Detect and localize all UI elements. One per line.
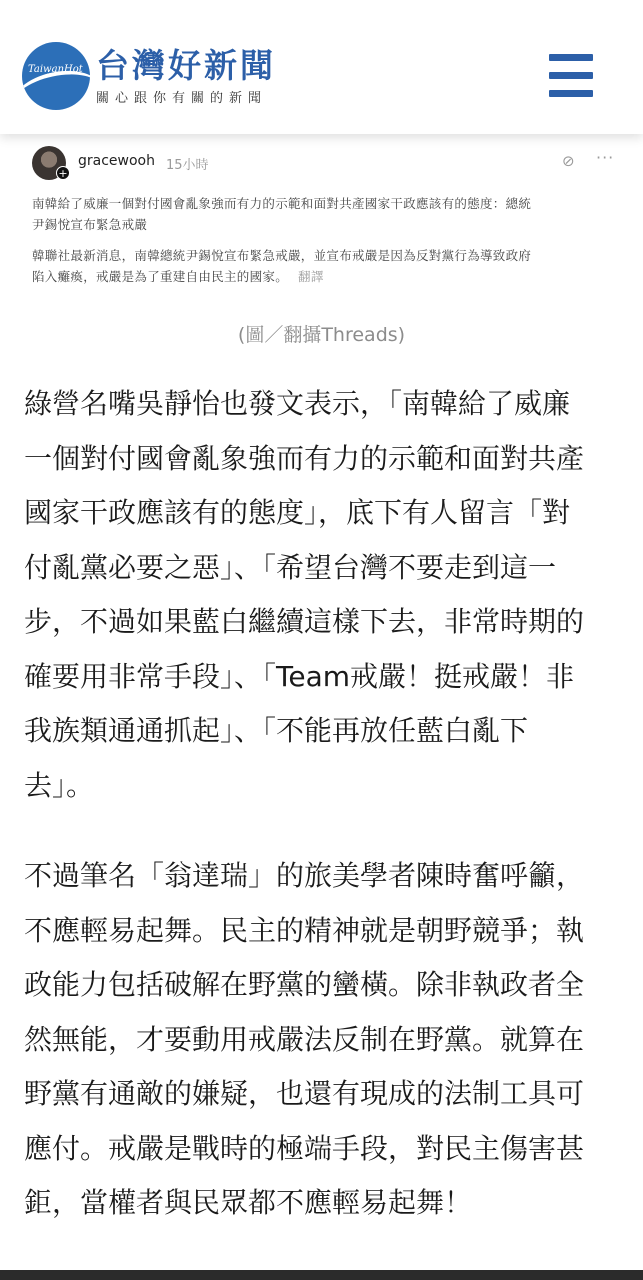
more-icon: ··· (596, 148, 615, 167)
text-line: 去」。 (24, 768, 95, 802)
text-line: 步，不過如果藍白繼續這樣下去，非常時期的 (24, 605, 585, 638)
text-line: 綠營名嘴吳靜怡也發文表示，「南韓給了威廉 (24, 387, 571, 420)
text-line: 不過筆名「翁達瑞」的旅美學者陳時奮呼籲， (24, 859, 585, 892)
article-paragraph-2 (24, 849, 624, 1231)
text-line: 野黨有通敵的嫌疑，也還有現成的法制工具可 (24, 1077, 585, 1110)
text-line: 一個對付國會亂象強而有力的示範和面對共產 (24, 441, 585, 475)
site-title: 台灣好新聞 (96, 45, 276, 85)
threads-screenshot-image (22, 140, 622, 290)
threads-time: 15小時 (166, 158, 209, 173)
logo-small-text: TaiwanHot (28, 64, 83, 75)
text-line: 我族類通通抓起」、「不能再放任藍白亂下 (24, 714, 529, 747)
site-header (0, 0, 643, 134)
threads-text-line: 尹錫悅宣布緊急戒嚴 (32, 217, 148, 232)
text-line: 付亂黨必要之惡」、「希望台灣不要走到這一 (24, 550, 557, 584)
text-line: 確要用非常手段」、「Team戒嚴！挺戒嚴！非 (24, 659, 575, 693)
threads-translate-label: 翻譯 (298, 269, 324, 284)
site-slogan: 關心跟你有關的新聞 (96, 90, 268, 106)
logo-mark-icon (22, 42, 90, 110)
threads-text-line: 韓聯社最新消息，南韓總統尹錫悅宣布緊急戒嚴，並宣布戒嚴是因為反對黨行為導致政府 (32, 248, 532, 263)
text-line: 不應輕易起舞。民主的精神就是朝野競爭；執 (24, 913, 585, 947)
article-paragraph-1 (24, 377, 624, 813)
text-line: 鉅，當權者與民眾都不應輕易起舞！ (24, 1186, 473, 1219)
threads-text-line: 陷入癱瘓，戒嚴是為了重建自由民主的國家。 翻譯 (32, 269, 324, 284)
follow-plus-icon: + (56, 166, 70, 180)
site-logo[interactable] (22, 42, 276, 110)
logo-text (96, 47, 276, 106)
threads-username: gracewooh (78, 153, 155, 169)
text-line: 然無能，才要動用戒嚴法反制在野黨。就算在 (24, 1022, 585, 1056)
text-line: 應付。戒嚴是戰時的極端手段，對民主傷害甚 (24, 1131, 585, 1165)
bottom-bar (0, 1270, 643, 1280)
hamburger-menu-icon[interactable] (549, 54, 593, 97)
text-line: 國家干政應該有的態度」，底下有人留言「對 (24, 496, 571, 529)
translate-icon: ⊘ (562, 152, 575, 170)
image-caption: (圖／翻攝Threads) (237, 324, 406, 346)
text-line: 政能力包括破解在野黨的蠻橫。除非執政者全 (24, 968, 585, 1001)
threads-text-line: 南韓給了威廉一個對付國會亂象強而有力的示範和面對共產國家干政應該有的態度：總統 (32, 196, 532, 211)
